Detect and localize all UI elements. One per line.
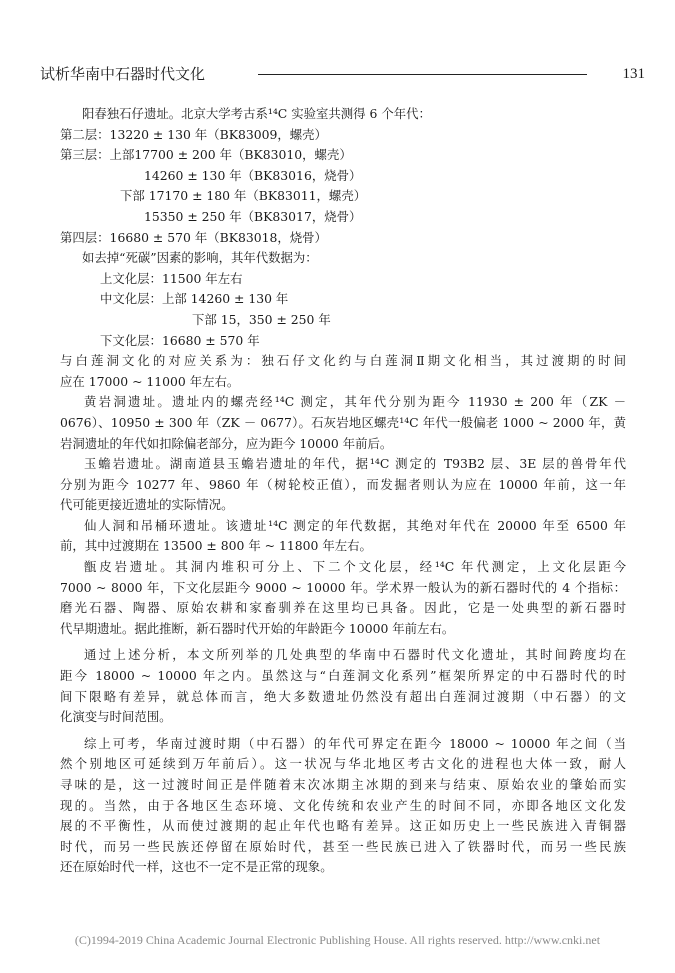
running-header	[40, 64, 645, 86]
header-rule	[258, 74, 587, 75]
text-line: 综上可考，华南过渡时期（中石器）的年代可界定在距今 18000 ~ 10000 年之间（当	[84, 735, 626, 751]
text-line: 7000 ~ 8000 年，下文化层距今 9000 ~ 10000 年。学术界一般认为的新石器时代的 4 个指标：	[60, 579, 626, 595]
text-line: 如去掉“死碳”因素的影响，其年代数据为：	[82, 250, 318, 266]
text-line: 岩洞遗址的年代如扣除偏老部分，应为距今 10000 年前后。	[60, 435, 393, 451]
text-line: 与白莲洞文化的对应关系为：独石仔文化约与白莲洞Ⅱ期文化相当，其过渡期的时间	[60, 353, 626, 369]
text-line: 甑皮岩遗址。其洞内堆积可分上、下二个文化层，经¹⁴C 年代测定，上文化层距今	[84, 559, 626, 575]
text-line: 玉蟾岩遗址。湖南道县玉蟾岩遗址的年代，据¹⁴C 测定的 T93B2 层、3E 层的兽骨年代	[84, 456, 626, 472]
copyright-footer: (C)1994-2019 China Academic Journal Electronic Publishing House. All rights reserved. http://www.cnki.net	[74, 933, 601, 947]
text-line: 14260 ± 130 年（BK83016，烧骨）	[144, 167, 362, 183]
article-body	[60, 104, 626, 878]
text-line: 间下限略有差异，就总体而言，绝大多数遗址仍然没有超出白莲洞过渡期（中石器）的文	[60, 688, 626, 704]
text-line: 展的不平衡性，从而使过渡期的起止年代也略有差异。这正如历史上一些民族进入青铜器	[60, 818, 626, 834]
text-line: 0676）、10950 ± 300 年（ZK － 0677）。石灰岩地区螺壳¹⁴C 年代一般偏老 1000 ~ 2000 年，黄	[60, 414, 626, 430]
text-line: 然个别地区可延续到万年前后）。这一状况与华北地区考古文化的进程也大体一致，耐人	[60, 756, 626, 772]
text-line: 中文化层：上部 14260 ± 130 年	[100, 291, 289, 307]
page-number: 131	[622, 66, 645, 82]
text-line: 磨光石器、陶器、原始农耕和家畜驯养在这里均已具备。因此，它是一处典型的新石器时	[60, 600, 626, 616]
text-line: 寻味的是，这一过渡时间正是伴随着末次冰期主冰期的到来与结束、原始农业的肇始而实	[60, 777, 626, 792]
text-line: 代早期遗址。据此推断，新石器时代开始的年龄距今 10000 年前左右。	[60, 620, 455, 636]
text-line: 第四层：16680 ± 570 年（BK83018，烧骨）	[60, 229, 327, 245]
text-line: 现的。当然，由于各地区生态环境、文化传统和农业产生的时间不同，亦即各地区文化发	[60, 797, 626, 813]
text-line: 分别为距今 10277 年、9860 年（树轮校正值），而发掘者则认为应在 10000 年前，这一年	[60, 476, 626, 492]
text-line: 上文化层：11500 年左右	[100, 270, 243, 286]
text-line: 阳春独石仔遗址。北京大学考古系¹⁴C 实验室共测得 6 个年代：	[82, 106, 431, 121]
text-line: 仙人洞和吊桶环遗址。该遗址¹⁴C 测定的年代数据，其绝对年代在 20000 年至 6500 年	[84, 517, 626, 533]
text-line: 15350 ± 250 年（BK83017，烧骨）	[144, 208, 362, 224]
text-line: 代可能更接近遗址的实际情况。	[60, 497, 234, 513]
text-line: 时代，而另一些民族还停留在原始时代，甚至一些民族已进入了铁器时代，而另一些民族	[60, 838, 626, 854]
text-line: 下部 17170 ± 180 年（BK83011，螺壳）	[120, 188, 367, 204]
text-line: 第三层：上部17700 ± 200 年（BK83010，螺壳）	[60, 147, 352, 163]
text-line: 黄岩洞遗址。遗址内的螺壳经¹⁴C 测定，其年代分别为距今 11930 ± 200 年（ZK －	[84, 394, 626, 410]
text-line: 下文化层：16680 ± 570 年	[100, 332, 260, 348]
text-line: 第二层：13220 ± 130 年（BK83009，螺壳）	[60, 126, 327, 142]
text-line: 距今 18000 ~ 10000 年之内。虽然这与“白莲洞文化系列”框架所界定的中石器时代的时	[60, 668, 626, 684]
text-line: 化演变与时间范围。	[60, 709, 172, 725]
text-line: 还在原始时代一样，这也不一定不是正常的现象。	[60, 859, 333, 875]
text-line: 应在 17000 ~ 11000 年左右。	[60, 373, 240, 389]
text-line: 下部 15，350 ± 250 年	[192, 311, 331, 327]
running-title: 试析华南中石器时代文化	[40, 65, 206, 83]
text-line: 通过上述分析，本文所列举的几处典型的华南中石器时代文化遗址，其时间跨度均在	[84, 647, 626, 663]
text-line: 前，其中过渡期在 13500 ± 800 年 ~ 11800 年左右。	[60, 538, 372, 554]
